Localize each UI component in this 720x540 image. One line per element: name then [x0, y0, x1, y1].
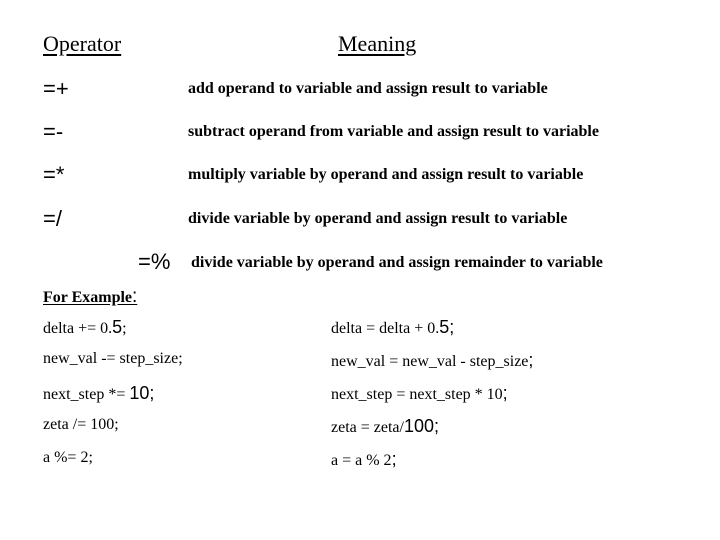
operator-symbol-multiply: =* [43, 162, 65, 187]
operator-header: Operator [43, 31, 122, 56]
example-short-3: next_step *= 10; [43, 383, 155, 403]
operator-symbol-divide: =/ [43, 206, 62, 231]
example-short-5: a %= 2; [43, 449, 93, 466]
operator-symbol-subtract: =- [43, 119, 64, 144]
example-long-4: zeta = zeta/100; [331, 416, 440, 436]
example-short-2: new_val -= step_size; [43, 350, 183, 367]
example-long-1: delta = delta + 0.5; [331, 317, 455, 337]
operator-meaning-subtract: subtract operand from variable and assign result to variable [188, 123, 599, 140]
operator-meaning-multiply: multiply variable by operand and assign result to variable [188, 166, 584, 183]
example-long-3: next_step = next_step * 10; [331, 383, 508, 403]
operator-meaning-modulo: divide variable by operand and assign remainder to variable [191, 254, 603, 271]
example-title-colon: : [132, 286, 138, 307]
example-title-text: For Example [43, 289, 133, 306]
example-long-2: new_val = new_val - step_size; [331, 350, 534, 370]
example-short-4: zeta /= 100; [43, 416, 119, 433]
example-title [43, 287, 137, 306]
example-long-5: a = a % 2; [331, 449, 397, 469]
operator-symbol-add: =+ [43, 76, 69, 101]
meaning-header: Meaning [338, 31, 417, 56]
operator-meaning-divide: divide variable by operand and assign result to variable [188, 210, 568, 227]
operator-symbol-modulo: =% [138, 249, 171, 274]
operator-meaning-add: add operand to variable and assign result to variable [188, 80, 548, 97]
example-short-1: delta += 0.5; [43, 317, 127, 337]
